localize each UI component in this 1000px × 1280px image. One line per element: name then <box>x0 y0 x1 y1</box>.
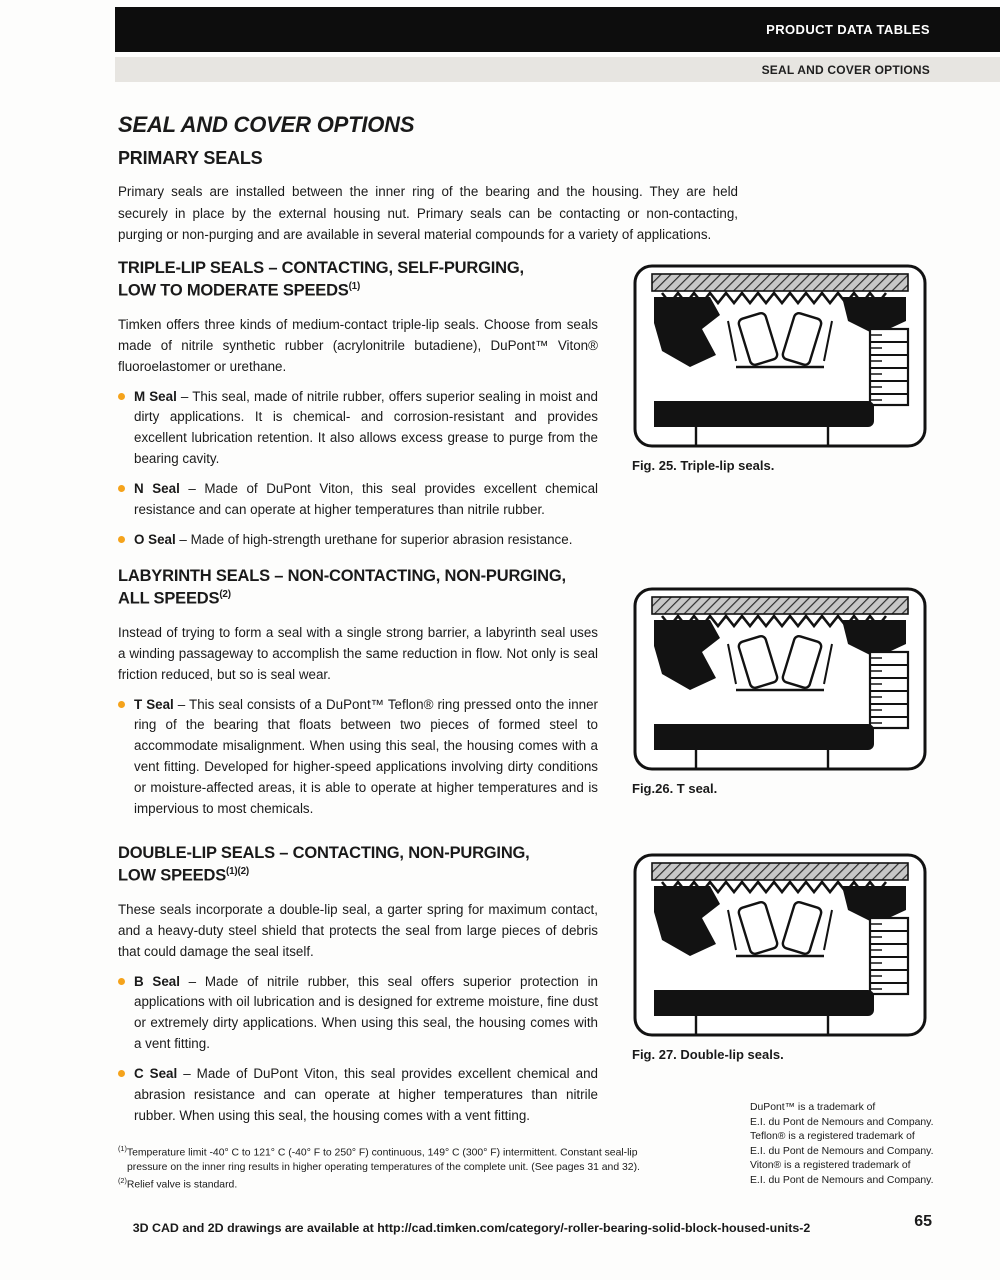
trademark-line: Viton® is a registered trademark of <box>750 1160 911 1172</box>
bullet-m-seal <box>118 387 598 471</box>
figure-27 <box>632 852 928 1062</box>
figure-caption: Fig. 25. Triple-lip seals. <box>632 458 775 473</box>
bullet-text: – This seal consists of a DuPont™ Teflon® ring pressed onto the inner ring of the bearing that floats between two pieces of formed steel to accommodate misalignment. When using this seal, the housing comes with a vent fitting. Developed for higher-speed applications involving dirty conditions or moisture-affected areas, it is able to operate at higher temperatures and is impervious to most chemicals. <box>134 696 599 817</box>
figure-25 <box>632 263 928 473</box>
heading-line-2: LOW TO MODERATE SPEEDS <box>118 281 349 300</box>
bullet-label: O Seal <box>134 531 176 547</box>
page-subtitle: PRIMARY SEALS <box>118 148 263 168</box>
heading-line-1: LABYRINTH SEALS – NON-CONTACTING, NON-PURGING, <box>118 567 566 585</box>
bearing-cross-section-icon <box>632 852 928 1038</box>
section-body: Instead of trying to form a seal with a single strong barrier, a labyrinth seal uses a winding passageway to accomplish the same reduction in flow. Not only is seal friction reduced, but so is seal wear. <box>118 625 598 683</box>
triple-lip-seal-diagram <box>632 263 928 449</box>
heading-line-2: LOW SPEEDS <box>118 866 227 885</box>
t-seal-diagram <box>632 586 928 772</box>
page-number: 65 <box>914 1213 932 1230</box>
bullet-list <box>118 972 598 1127</box>
bullet-list <box>118 695 598 820</box>
footnote-marker: (2) <box>118 1175 127 1185</box>
bullet-text: – Made of high-strength urethane for superior abrasion resistance. <box>175 531 573 547</box>
section-body: These seals incorporate a double-lip seal, a garter spring for maximum contact, and a heavy-duty steel shield that protects the seal from large pieces of debris that could damage the seal itself. <box>118 902 598 960</box>
heading-superscript: (2) <box>219 588 231 600</box>
bullet-t-seal <box>118 695 598 820</box>
bullet-text: – Made of DuPont Viton, this seal provides excellent chemical resistance and can operate at higher temperatures than nitrile rubber. <box>134 481 599 518</box>
heading-superscript: (1)(2) <box>226 865 249 877</box>
bullet-label: T Seal <box>134 696 174 712</box>
bearing-cross-section-icon <box>632 263 928 449</box>
section-body: Timken offers three kinds of medium-contact triple-lip seals. Choose from seals made of nitrile synthetic rubber (acrylonitrile butadiene), DuPont™ Viton® fluoroelastomer or urethane. <box>118 317 598 375</box>
footer-cad-note: 3D CAD and 2D drawings are available at http://cad.timken.com/category/-roller-bearing-solid-block-housed-units-2 <box>132 1221 811 1235</box>
section-labyrinth-seals <box>118 566 598 820</box>
bullet-label: M Seal <box>134 388 177 404</box>
figure-caption: Fig.26. T seal. <box>632 781 718 796</box>
footnote-2 <box>118 1176 670 1193</box>
section-heading <box>118 566 598 610</box>
heading-superscript: (1) <box>348 280 361 292</box>
trademark-line: E.I. du Pont de Nemours and Company. <box>750 1174 934 1186</box>
trademark-line: E.I. du Pont de Nemours and Company. <box>750 1145 934 1157</box>
bearing-cross-section-icon <box>632 586 928 772</box>
page-title: SEAL AND COVER OPTIONS <box>118 112 415 137</box>
figure-26 <box>632 586 928 796</box>
heading-line-1: DOUBLE-LIP SEALS – CONTACTING, NON-PURGING, <box>118 844 530 862</box>
bullet-c-seal <box>118 1064 598 1127</box>
bullet-label: N Seal <box>134 481 180 497</box>
bullet-text: – This seal, made of nitrile rubber, offers superior sealing in moist and dirty applications. It is chemical- and corrosion-resistant and provides excellent lubrication retention. It also allows excess grease to purge from the bearing cavity. <box>134 388 598 467</box>
footnote-text: Temperature limit -40° C to 121° C (-40° F to 250° F) continuous, 149° C (300° F) intermittent. Constant seal-lip pressure on the inner ring results in higher operating temperatures of the complete unit. (See pages 31 and 32). <box>126 1147 640 1174</box>
figure-caption: Fig. 27. Double-lip seals. <box>632 1047 784 1062</box>
bullet-o-seal <box>118 530 598 551</box>
header-title: PRODUCT DATA TABLES <box>766 22 930 37</box>
heading-line-1: TRIPLE-LIP SEALS – CONTACTING, SELF-PURGING, <box>118 259 524 277</box>
footnote-marker: (1) <box>118 1144 127 1153</box>
section-heading <box>118 258 598 302</box>
subheader-title: SEAL AND COVER OPTIONS <box>761 62 930 77</box>
header-bar <box>115 7 1000 52</box>
intro-paragraph: Primary seals are installed between the inner ring of the bearing and the housing. They are held securely in place by the external housing nut. Primary seals can be contacting or non-contacting, purging or non-purging and are available in several material compounds for a variety of applications. <box>118 184 738 243</box>
trademark-line: E.I. du Pont de Nemours and Company. <box>750 1116 934 1128</box>
bullet-list <box>118 387 598 551</box>
bullet-text: – Made of DuPont Viton, this seal provides excellent chemical and abrasion resistance and can operate at higher temperatures than nitrile rubber. When using this seal, the housing comes with a vent fitting. <box>134 1066 598 1123</box>
section-triple-lip-seals <box>118 258 598 551</box>
trademark-line: Teflon® is a registered trademark of <box>750 1131 915 1143</box>
section-heading <box>118 843 598 887</box>
bullet-b-seal <box>118 972 598 1056</box>
trademark-line: DuPont™ is a trademark of <box>750 1102 876 1113</box>
footnote-text: Relief valve is standard. <box>126 1179 238 1191</box>
section-double-lip-seals <box>118 843 598 1127</box>
bullet-n-seal <box>118 479 598 521</box>
footnotes <box>118 1144 670 1193</box>
bullet-label: C Seal <box>134 1066 178 1082</box>
bullet-label: B Seal <box>134 973 180 989</box>
trademark-notes <box>750 1101 933 1188</box>
double-lip-seal-diagram <box>632 852 928 1038</box>
heading-line-2: ALL SPEEDS <box>118 589 220 608</box>
subheader-bar <box>115 57 1000 82</box>
footnote-1 <box>118 1144 670 1176</box>
bullet-text: – Made of nitrile rubber, this seal offers superior protection in applications with oil lubrication and is designed for extreme moisture, fine dust or extremely dirty applications. When using this seal, the housing comes with a vent fitting. <box>134 973 599 1052</box>
